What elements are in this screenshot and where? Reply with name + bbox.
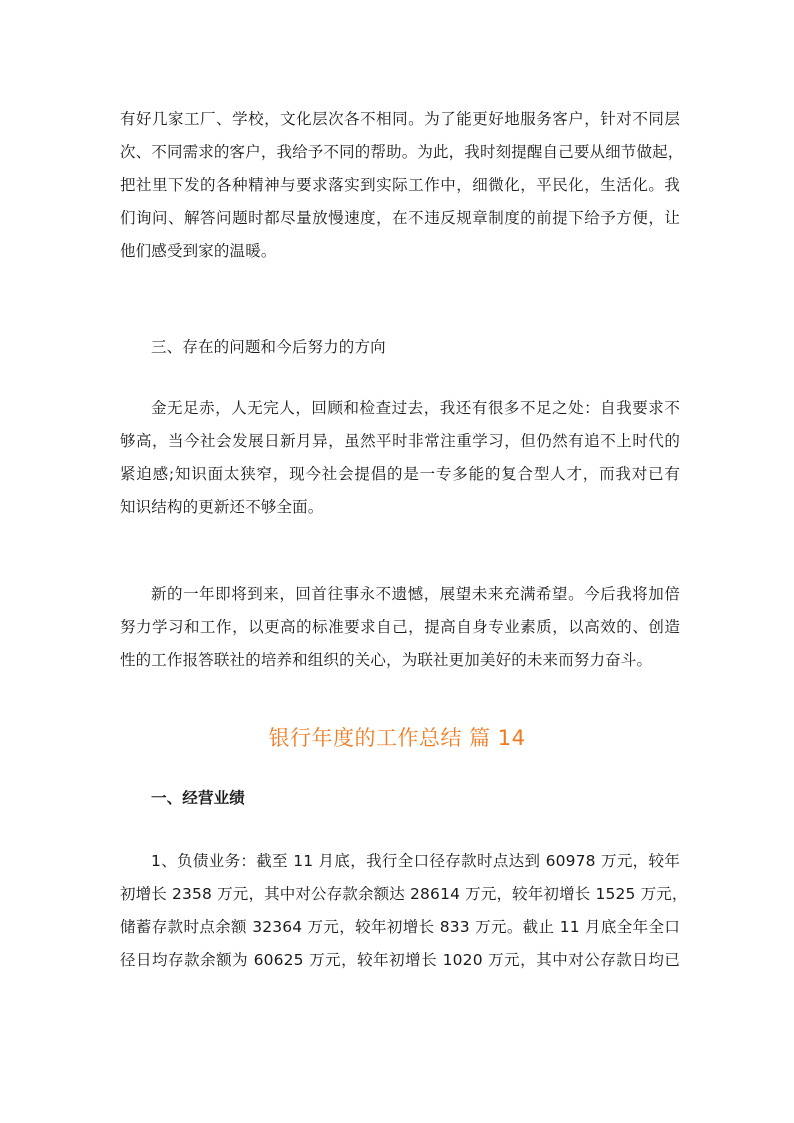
paragraph-line: 们询问、解答问题时都尽量放慢速度，在不违反规章制度的前提下给予方便，让 [120, 209, 680, 227]
paragraph-line: 够高，当今社会发展日新月异，虽然平时非常注重学习，但仍然有追不上时代的 [120, 432, 680, 450]
paragraph-line: 储蓄存款时点余额 32364 万元，较年初增长 833 万元。截止 11 月底全年全口 [120, 918, 680, 936]
paragraph-line: 有好几家工厂、学校，文化层次各不相同。为了能更好地服务客户，针对不同层 [120, 110, 680, 128]
paragraph-line: 1、负债业务：截至 11 月底，我行全口径存款时点达到 60978 万元，较年 [151, 852, 680, 870]
paragraph-shortcomings [120, 392, 680, 524]
paragraph-service [120, 103, 684, 268]
paragraph-line: 次、不同需求的客户，我给予不同的帮助。为此，我时刻提醒自己要从细节做起， [120, 143, 684, 161]
heading-problems [120, 331, 680, 364]
section-title: 银行年度的工作总结 篇 14 [268, 726, 526, 750]
paragraph-line: 把社里下发的各种精神与要求落实到实际工作中，细微化，平民化，生活化。我 [120, 176, 680, 194]
paragraph-line: 紧迫感;知识面太狭窄，现今社会提倡的是一专多能的复合型人才，而我对已有 [120, 465, 680, 483]
paragraph-liabilities [120, 845, 688, 977]
paragraph-line: 知识结构的更新还不够全面。 [120, 498, 324, 516]
paragraph-line: 性的工作报答联社的培养和组织的关心，为联社更加美好的未来而努力奋斗。 [120, 651, 653, 669]
paragraph-outlook [120, 578, 680, 677]
bold-heading: 一、经营业绩 [151, 789, 245, 807]
heading-business [120, 782, 680, 815]
section-heading: 三、存在的问题和今后努力的方向 [151, 338, 386, 356]
paragraph-line: 努力学习和工作，以更高的标准要求自己，提高自身专业素质，以高效的、创造 [120, 618, 680, 636]
paragraph-line: 新的一年即将到来，回首往事永不遗憾，展望未来充满希望。今后我将加倍 [151, 585, 680, 603]
paragraph-line: 径日均存款余额为 60625 万元，较年初增长 1020 万元，其中对公存款日均已 [120, 951, 680, 969]
paragraph-line: 金无足赤，人无完人，回顾和检查过去，我还有很多不足之处：自我要求不 [151, 399, 680, 417]
paragraph-line: 他们感受到家的温暖。 [120, 242, 277, 260]
paragraph-line: 初增长 2358 万元，其中对公存款余额达 28614 万元，较年初增长 1525 万元， [120, 885, 688, 903]
